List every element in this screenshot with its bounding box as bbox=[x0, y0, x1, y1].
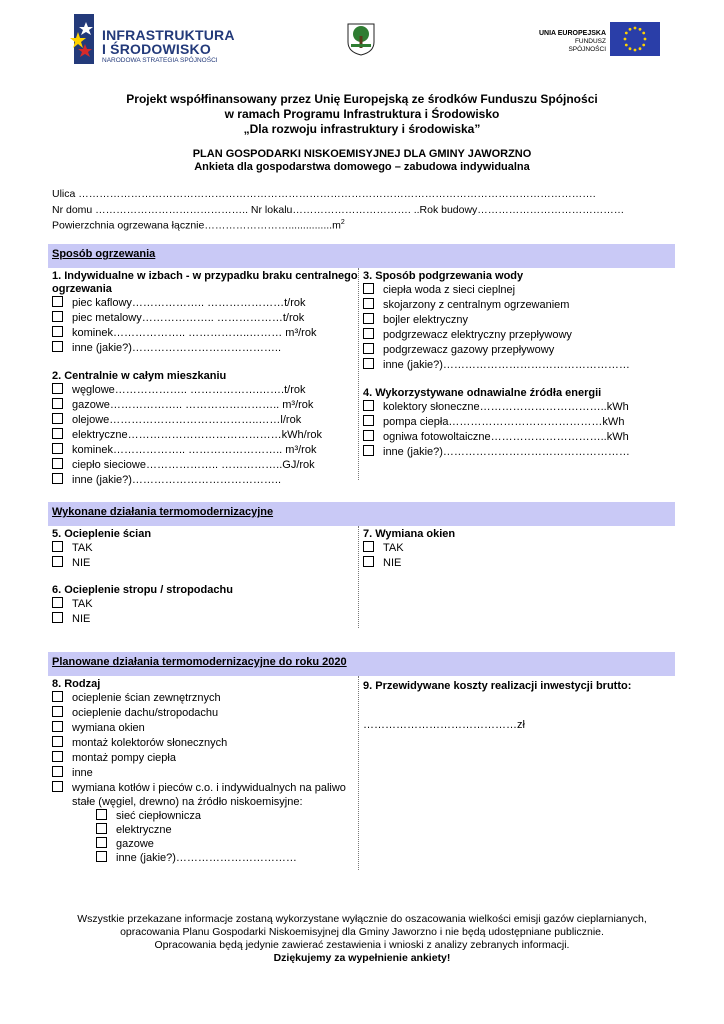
section-heating bbox=[48, 244, 675, 268]
infrastruktura-logo bbox=[68, 14, 238, 66]
plan-subtitle: Ankieta dla gospodarstwa domowego – zabudowa indywidualna bbox=[194, 161, 530, 173]
checkbox[interactable] bbox=[52, 383, 63, 394]
coat-of-arms-icon bbox=[346, 22, 376, 56]
project-line3: „Dla rozwoju infrastruktury i środowiska” bbox=[243, 122, 481, 136]
checkbox[interactable] bbox=[52, 706, 63, 717]
logo-right-line1: UNIA EUROPEJSKA bbox=[538, 30, 606, 37]
list-item[interactable]: montaż pompy ciepła bbox=[52, 751, 358, 766]
list-item[interactable]: wymiana okien bbox=[52, 721, 358, 736]
checkbox[interactable] bbox=[363, 556, 374, 567]
q4-title: 4. Wykorzystywane odnawialne źródła energii bbox=[363, 387, 602, 399]
checkbox[interactable] bbox=[96, 851, 107, 862]
list-item[interactable]: piec metalowy……………….. ………………t/rok bbox=[52, 311, 358, 326]
list-item[interactable]: inne (jakie?)………………………………….. bbox=[52, 341, 358, 356]
checkbox[interactable] bbox=[52, 473, 63, 484]
list-item[interactable]: ogniwa fotowoltaiczne…………………………..kWh bbox=[363, 430, 673, 445]
q1-block bbox=[52, 270, 358, 356]
checkbox[interactable] bbox=[96, 809, 107, 820]
checkbox[interactable] bbox=[52, 296, 63, 307]
star-flag-icon bbox=[68, 14, 98, 64]
checkbox[interactable] bbox=[363, 400, 374, 411]
checkbox[interactable] bbox=[52, 311, 63, 322]
footer bbox=[0, 913, 724, 965]
checkbox[interactable] bbox=[363, 415, 374, 426]
list-item[interactable]: ciepło sieciowe……………….. ……………..GJ/rok bbox=[52, 458, 358, 473]
section-planned-title: Planowane działania termomodernizacyjne do roku 2020 bbox=[52, 656, 347, 668]
footer-line1: Wszystkie przekazane informacje zostaną wykorzystane wyłącznie do oszacowania wielkości emisji gazów cieplarnianych, bbox=[77, 913, 647, 925]
list-item[interactable]: elektryczne……………………………………kWh/rok bbox=[52, 428, 358, 443]
checkbox[interactable] bbox=[363, 328, 374, 339]
checkbox[interactable] bbox=[52, 458, 63, 469]
checkbox[interactable] bbox=[52, 428, 63, 439]
section-planned bbox=[48, 652, 675, 676]
checkbox[interactable] bbox=[363, 445, 374, 456]
q2-title: 2. Centralnie w całym mieszkaniu bbox=[52, 370, 227, 382]
list-item[interactable]: podgrzewacz elektryczny przepływowy bbox=[363, 328, 673, 343]
checkbox[interactable] bbox=[52, 751, 63, 762]
footer-line2: opracowania Planu Gospodarki Niskoemisyjnej dla Gminy Jaworzno i nie będą udostępniane publicznie. bbox=[120, 926, 604, 938]
checkbox[interactable] bbox=[52, 721, 63, 732]
list-item[interactable]: NIE bbox=[52, 612, 352, 627]
list-item[interactable]: węglowe……………….. ……………….…….t/rok bbox=[52, 383, 358, 398]
area-sup: 2 bbox=[340, 219, 345, 226]
project-line2: w ramach Programu Infrastruktura i Środowisko bbox=[224, 107, 500, 121]
list-item[interactable]: inne bbox=[52, 766, 358, 781]
q9-block bbox=[363, 680, 673, 733]
list-item[interactable]: podgrzewacz gazowy przepływowy bbox=[363, 343, 673, 358]
q5-block bbox=[52, 528, 352, 571]
checkbox[interactable] bbox=[52, 326, 63, 337]
column-divider bbox=[358, 526, 359, 628]
list-item[interactable]: kominek……………….. …………………….. m³/rok bbox=[52, 443, 358, 458]
checkbox[interactable] bbox=[52, 736, 63, 747]
checkbox[interactable] bbox=[52, 541, 63, 552]
checkbox[interactable] bbox=[363, 430, 374, 441]
list-item[interactable]: kominek……………….. ……………..……… m³/rok bbox=[52, 326, 358, 341]
checkbox[interactable] bbox=[363, 541, 374, 552]
checkbox[interactable] bbox=[363, 358, 374, 369]
checkbox[interactable] bbox=[363, 343, 374, 354]
list-item[interactable]: TAK bbox=[363, 541, 663, 556]
checkbox[interactable] bbox=[96, 823, 107, 834]
q1-title-line1: 1. Indywidualne w izbach - w przypadku braku centralnego bbox=[52, 270, 358, 282]
section-done-title: Wykonane działania termomodernizacyjne bbox=[52, 506, 274, 518]
list-item[interactable]: bojler elektryczny bbox=[363, 313, 673, 328]
list-item[interactable]: NIE bbox=[52, 556, 352, 571]
checkbox[interactable] bbox=[52, 597, 63, 608]
logo-left-line1: INFRASTRUKTURA bbox=[102, 27, 235, 43]
list-item[interactable]: inne (jakie?)…………………………………………… bbox=[363, 445, 673, 460]
q9-title: 9. Przewidywane koszty realizacji inwestycji brutto: bbox=[363, 680, 632, 692]
list-item[interactable]: kolektory słoneczne……………………………..kWh bbox=[363, 400, 673, 415]
list-item[interactable]: wymiana kotłów i pieców c.o. i indywidualnych na paliwo bbox=[52, 781, 358, 796]
checkbox[interactable] bbox=[52, 398, 63, 409]
q3-title: 3. Sposób podgrzewania wody bbox=[363, 270, 524, 282]
list-item[interactable]: skojarzony z centralnym ogrzewaniem bbox=[363, 298, 673, 313]
q9-answer-field[interactable]: ……………………………………zł bbox=[363, 719, 525, 731]
area-label: Powierzchnia ogrzewana łącznie……………………...............m bbox=[52, 219, 341, 232]
checkbox[interactable] bbox=[52, 341, 63, 352]
q7-title: 7. Wymiana okien bbox=[363, 528, 456, 540]
checkbox[interactable] bbox=[52, 556, 63, 567]
list-item[interactable]: gazowe……………….. …………………….. m³/rok bbox=[52, 398, 358, 413]
q8-block bbox=[52, 678, 358, 865]
ulica-field[interactable]: Ulica …………………………………………………………………………………………………………………………………. bbox=[52, 188, 596, 200]
logo-left-sub: NARODOWA STRATEGIA SPÓJNOŚCI bbox=[102, 57, 218, 64]
footer-thanks: Dziękujemy za wypełnienie ankiety! bbox=[273, 952, 451, 964]
boiler-line2: stałe (węgiel, drewno) na źródło niskoemisyjne: bbox=[72, 796, 303, 808]
project-line1: Projekt współfinansowany przez Unię Europejską ze środków Funduszu Spójności bbox=[126, 92, 598, 106]
section-done bbox=[48, 502, 675, 526]
checkbox[interactable] bbox=[363, 283, 374, 294]
list-item[interactable]: TAK bbox=[52, 597, 352, 612]
checkbox[interactable] bbox=[363, 313, 374, 324]
checkbox[interactable] bbox=[52, 781, 63, 792]
area-field[interactable] bbox=[52, 219, 345, 232]
list-item[interactable]: inne (jakie?)…………………………………………… bbox=[363, 358, 673, 373]
checkbox[interactable] bbox=[96, 837, 107, 848]
q1-title-line2: ogrzewania bbox=[52, 283, 112, 295]
q8-title: 8. Rodzaj bbox=[52, 678, 101, 690]
list-item[interactable]: olejowe…………………………………..……l/rok bbox=[52, 413, 358, 428]
logo-left-line2: I ŚRODOWISKO bbox=[102, 41, 211, 57]
q2-block bbox=[52, 370, 358, 488]
jaworzno-coat-of-arms bbox=[346, 22, 376, 56]
checkbox[interactable] bbox=[52, 691, 63, 702]
list-item[interactable]: TAK bbox=[52, 541, 352, 556]
q4-block bbox=[363, 387, 673, 460]
checkbox[interactable] bbox=[52, 766, 63, 777]
checkbox[interactable] bbox=[363, 298, 374, 309]
q3-block bbox=[363, 270, 673, 373]
list-item[interactable]: pompa ciepła……………………………………kWh bbox=[363, 415, 673, 430]
column-divider bbox=[358, 268, 359, 480]
eu-flag-icon bbox=[610, 22, 660, 56]
list-item[interactable]: ocieplenie dachu/stropodachu bbox=[52, 706, 358, 721]
list-item[interactable]: inne (jakie?)………………………………….. bbox=[52, 473, 358, 488]
logo-right-line2: FUNDUSZ SPÓJNOŚCI bbox=[568, 38, 606, 53]
list-item[interactable]: ocieplenie ścian zewnętrznych bbox=[52, 691, 358, 706]
q5-title: 5. Ocieplenie ścian bbox=[52, 528, 152, 540]
q7-block bbox=[363, 528, 663, 571]
list-item[interactable]: NIE bbox=[363, 556, 663, 571]
list-item[interactable]: sieć ciepłownicza bbox=[96, 809, 358, 823]
list-item[interactable]: gazowe bbox=[96, 837, 358, 851]
eu-cohesion-fund-logo bbox=[536, 22, 660, 56]
list-item[interactable]: piec kaflowy……………….. …………………t/rok bbox=[52, 296, 358, 311]
q6-title: 6. Ocieplenie stropu / stropodachu bbox=[52, 584, 233, 596]
checkbox[interactable] bbox=[52, 443, 63, 454]
plan-title bbox=[0, 148, 724, 174]
list-item[interactable]: montaż kolektorów słonecznych bbox=[52, 736, 358, 751]
checkbox[interactable] bbox=[52, 612, 63, 623]
house-number-field[interactable]: Nr domu …………………………………….. Nr lokalu……………………………. ..Rok budowy…………………………………… bbox=[52, 204, 625, 216]
list-item[interactable]: ciepła woda z sieci cieplnej bbox=[363, 283, 673, 298]
q6-block bbox=[52, 584, 352, 627]
checkbox[interactable] bbox=[52, 413, 63, 424]
q8-sub-list bbox=[52, 809, 358, 865]
column-divider bbox=[358, 676, 359, 870]
list-item[interactable]: elektryczne bbox=[96, 823, 358, 837]
list-item[interactable]: inne (jakie?)…………………………… bbox=[96, 851, 358, 865]
section-heating-title: Sposób ogrzewania bbox=[52, 248, 156, 260]
project-title bbox=[0, 92, 724, 137]
footer-line3: Opracowania będą jedynie zawierać zestawienia i wnioski z analizy zebranych informacji. bbox=[154, 939, 570, 951]
plan-title-line: PLAN GOSPODARKI NISKOEMISYJNEJ DLA GMINY JAWORZNO bbox=[192, 148, 532, 160]
